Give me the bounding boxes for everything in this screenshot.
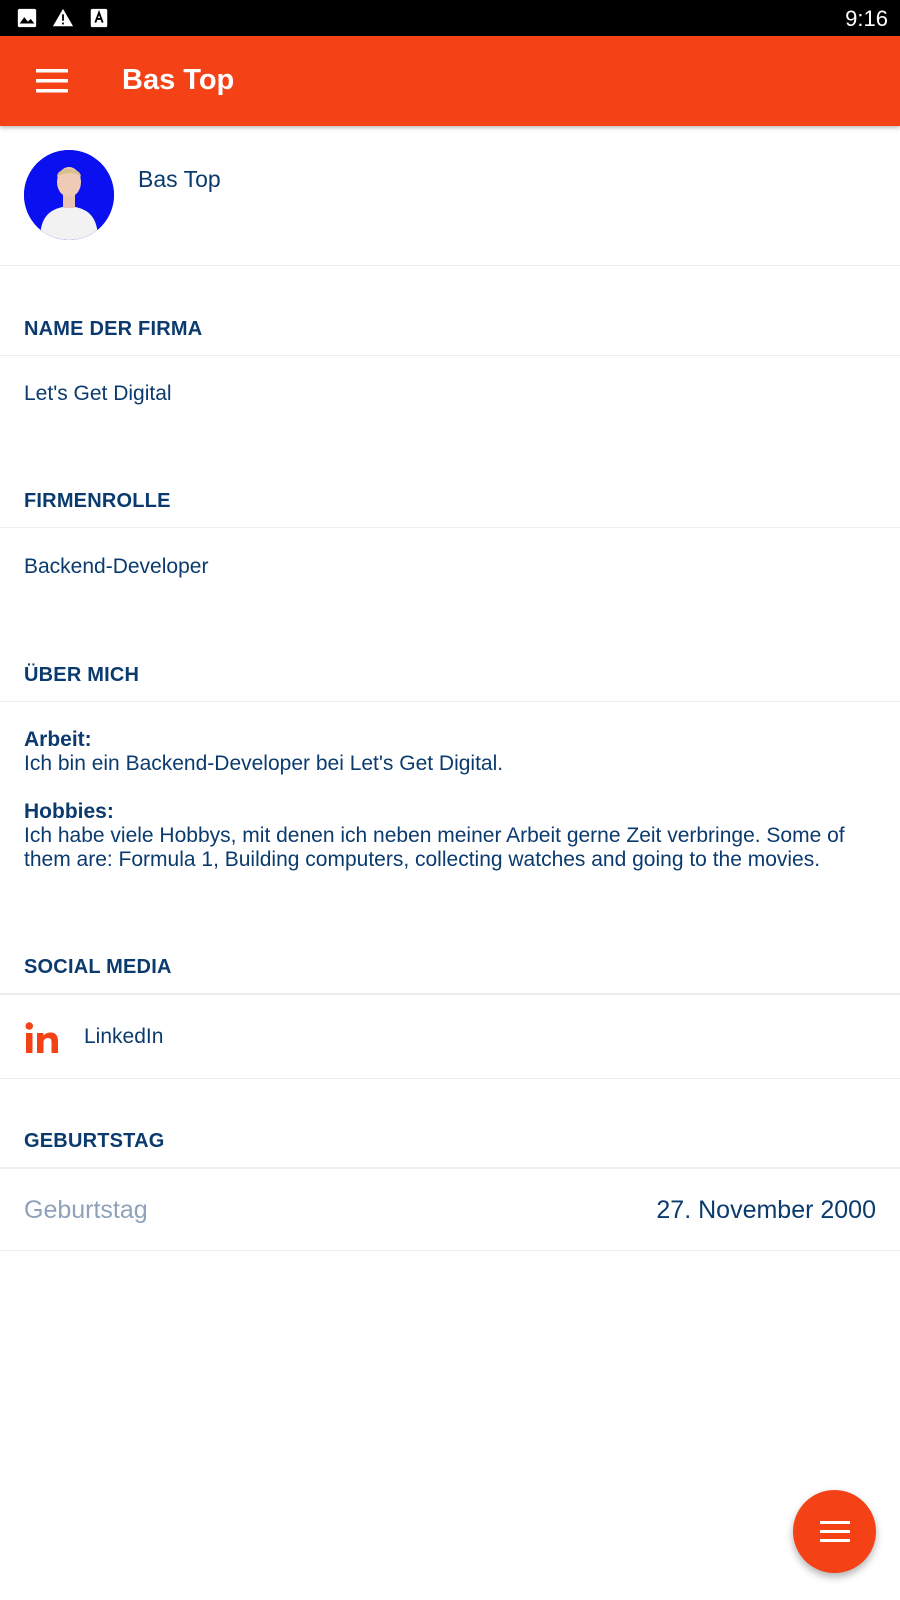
app-title: Bas Top xyxy=(122,64,235,96)
profile-name: Bas Top xyxy=(138,166,221,192)
section-header-social-media xyxy=(0,904,900,994)
app-bar xyxy=(0,36,900,126)
hobbies-label: Hobbies: xyxy=(24,800,114,823)
birthday-value: 27. November 2000 xyxy=(656,1196,876,1224)
section-title: NAME DER FIRMA xyxy=(24,318,203,340)
about-text xyxy=(24,728,874,896)
menu-button[interactable] xyxy=(28,61,78,101)
section-header-about xyxy=(0,612,900,702)
company-role-value: Backend-Developer xyxy=(24,555,209,578)
birthday-field[interactable] xyxy=(0,1168,900,1251)
section-header-company-role xyxy=(0,438,900,528)
font-download-icon xyxy=(88,7,110,29)
status-time: 9:16 xyxy=(845,6,888,31)
hamburger-menu-icon xyxy=(820,1519,850,1545)
hobbies-text: Ich habe viele Hobbys, mit denen ich neben meiner Arbeit gerne Zeit verbringe. Some of them are: Formula 1, Building computers, collecting watches and going to the movies. xyxy=(24,824,845,871)
social-linkedin-row[interactable] xyxy=(0,994,900,1079)
section-title: SOCIAL MEDIA xyxy=(24,956,172,978)
section-header-birthday xyxy=(0,1078,900,1168)
work-label: Arbeit: xyxy=(24,728,92,751)
section-title: GEBURTSTAG xyxy=(24,1130,165,1152)
linkedin-icon xyxy=(24,1021,60,1055)
avatar[interactable] xyxy=(24,150,114,240)
section-title: ÜBER MICH xyxy=(24,664,140,686)
birthday-label: Geburtstag xyxy=(24,1196,148,1224)
section-header-company-name xyxy=(0,266,900,356)
profile-header xyxy=(0,126,900,266)
status-bar xyxy=(0,0,900,36)
warning-icon xyxy=(52,7,74,29)
fab-menu-button[interactable] xyxy=(793,1490,876,1573)
company-name-value: Let's Get Digital xyxy=(24,382,172,405)
hamburger-menu-icon xyxy=(28,61,78,101)
work-text: Ich bin ein Backend-Developer bei Let's Get Digital. xyxy=(24,752,504,775)
avatar-image xyxy=(24,150,114,240)
linkedin-label: LinkedIn xyxy=(84,1025,164,1048)
image-icon xyxy=(16,7,38,29)
section-title: FIRMENROLLE xyxy=(24,490,171,512)
